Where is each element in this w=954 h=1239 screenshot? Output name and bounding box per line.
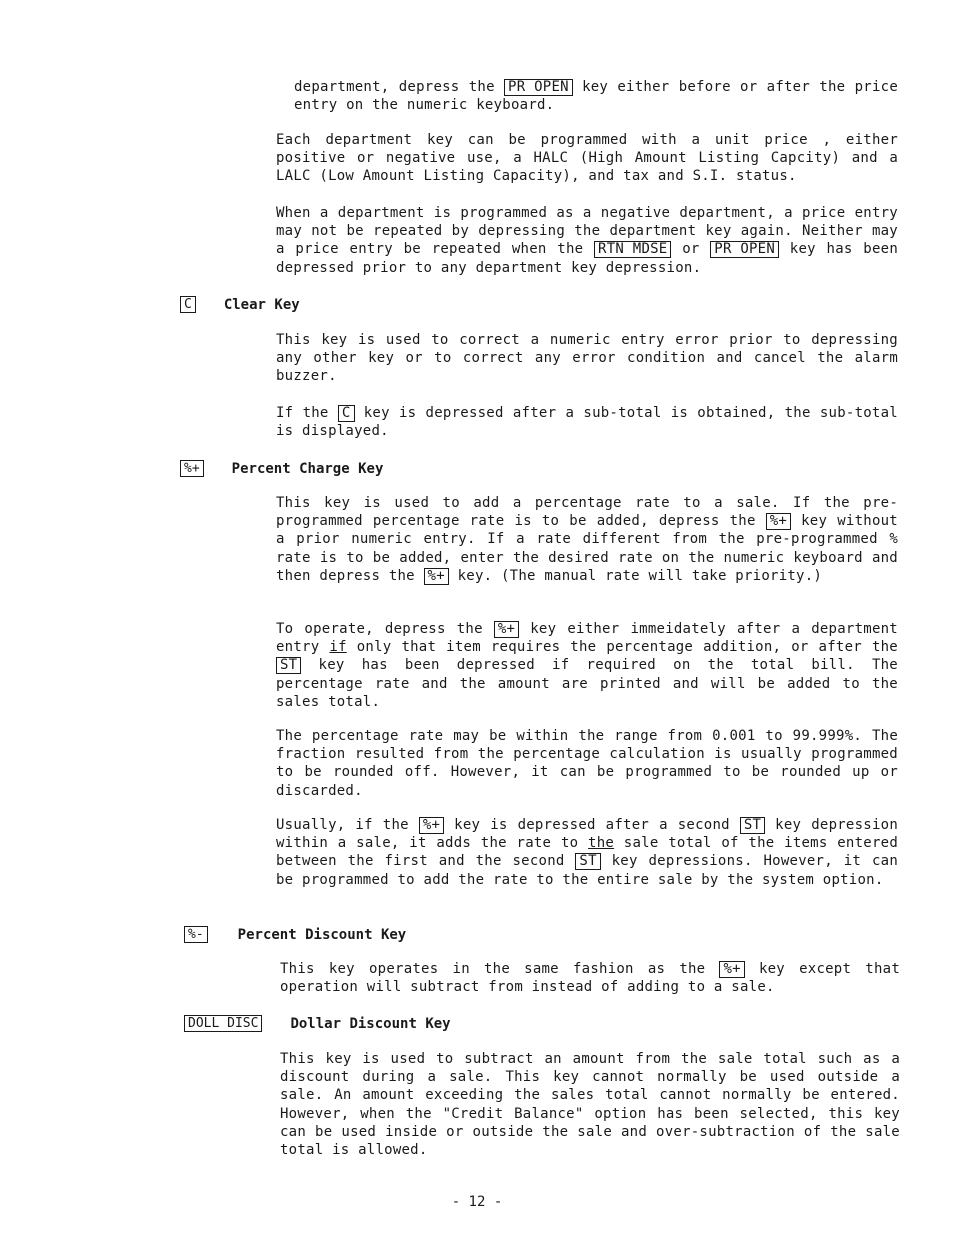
doll-disc-key-symbol: DOLL DISC: [184, 1015, 262, 1032]
charge-paragraph-2: To operate, depress the %+ key either immeidately after a department entry if only that item requires the percentage addition, or after the ST key has been depressed if required on the total bill. The percentage rate and the amount are printed and will be added to the sales total.: [276, 621, 898, 710]
clear-paragraph-1: This key is used to correct a numeric entry error prior to depressing any other key or to correct any error condition and cancel the alarm buzzer.: [276, 332, 898, 385]
percent-plus-key-label: %+: [419, 817, 444, 834]
page-number: - 12 -: [451, 1194, 503, 1210]
charge-paragraph-4: Usually, if the %+ key is depressed after a second ST key depression within a sale, it adds the rate to the sale total of the items entered between the first and the second ST key depressions. However, it can be programmed to add the rate to the entire sale by the system option.: [276, 817, 899, 888]
st-key-label: ST: [276, 657, 301, 674]
section-title: Percent Charge Key: [231, 460, 384, 477]
percent-plus-key-label: %+: [766, 513, 791, 530]
clear-paragraph-2: If the C key is depressed after a sub-total is obtained, the sub-total is displayed.: [276, 405, 898, 440]
charge-paragraph-3: The percentage rate may be within the range from 0.001 to 99.999%. The fraction resulted from the percentage calculation is usually programmed to be rounded off. However, it can be programmed to be rounded up or discarded.: [276, 728, 898, 799]
pr-open-key-label: PR OPEN: [710, 241, 779, 258]
clear-key-symbol: C: [180, 296, 196, 313]
intro-paragraph-1: department, depress the PR OPEN key either before or after the price entry on the numeric keyboard.: [294, 79, 898, 114]
clear-key-heading: [180, 296, 300, 313]
percent-minus-key-symbol: %-: [184, 926, 208, 943]
percent-plus-key-label: %+: [494, 621, 519, 638]
percent-plus-key-label: %+: [424, 568, 449, 585]
percent-plus-key-symbol: %+: [180, 460, 204, 477]
dollar-paragraph-1: This key is used to subtract an amount from the sale total such as a discount during a sale. This key cannot normally be used outside a sale. An amount exceeding the sales total cannot normally be entered. However, when the "Credit Balance" option has been selected, this key can be used inside or outside the sale and over-subtraction of the sale total is allowed.: [280, 1051, 900, 1159]
percent-discount-heading: [184, 926, 406, 943]
charge-paragraph-1: This key is used to add a percentage rate to a sale. If the pre-programmed percentage rate is to be added, depress the %+ key without a prior numeric entry. If a rate different from the pre-programmed % rate is to be added, enter the desired rate on the numeric keyboard and then depress the %+ key. (The manual rate will take priority.): [276, 495, 898, 584]
rtn-mdse-key-label: RTN MDSE: [594, 241, 671, 258]
section-title: Dollar Discount Key: [290, 1015, 451, 1032]
pr-open-key-label: PR OPEN: [504, 79, 573, 96]
dollar-discount-heading: [184, 1015, 451, 1032]
percent-charge-heading: [180, 460, 383, 477]
section-title: Percent Discount Key: [237, 926, 407, 943]
st-key-label: ST: [575, 853, 600, 870]
clear-key-label: C: [338, 405, 355, 422]
discount-paragraph-1: This key operates in the same fashion as the %+ key except that operation will subtract from instead of adding to a sale.: [280, 961, 900, 996]
st-key-label: ST: [740, 817, 765, 834]
percent-plus-key-label: %+: [719, 961, 744, 978]
intro-paragraph-2: Each department key can be programmed with a unit price , either positive or negative use, a HALC (High Amount Listing Capcity) and a LALC (Low Amount Listing Capacity), and tax and S.I. status.: [276, 132, 898, 185]
intro-paragraph-3: When a department is programmed as a negative department, a price entry may not be repeated by depressing the department key again. Neither may a price entry be repeated when the RTN MDSE or PR OPEN key has been depressed prior to any department key depression.: [276, 205, 898, 276]
section-title: Clear Key: [223, 296, 300, 313]
